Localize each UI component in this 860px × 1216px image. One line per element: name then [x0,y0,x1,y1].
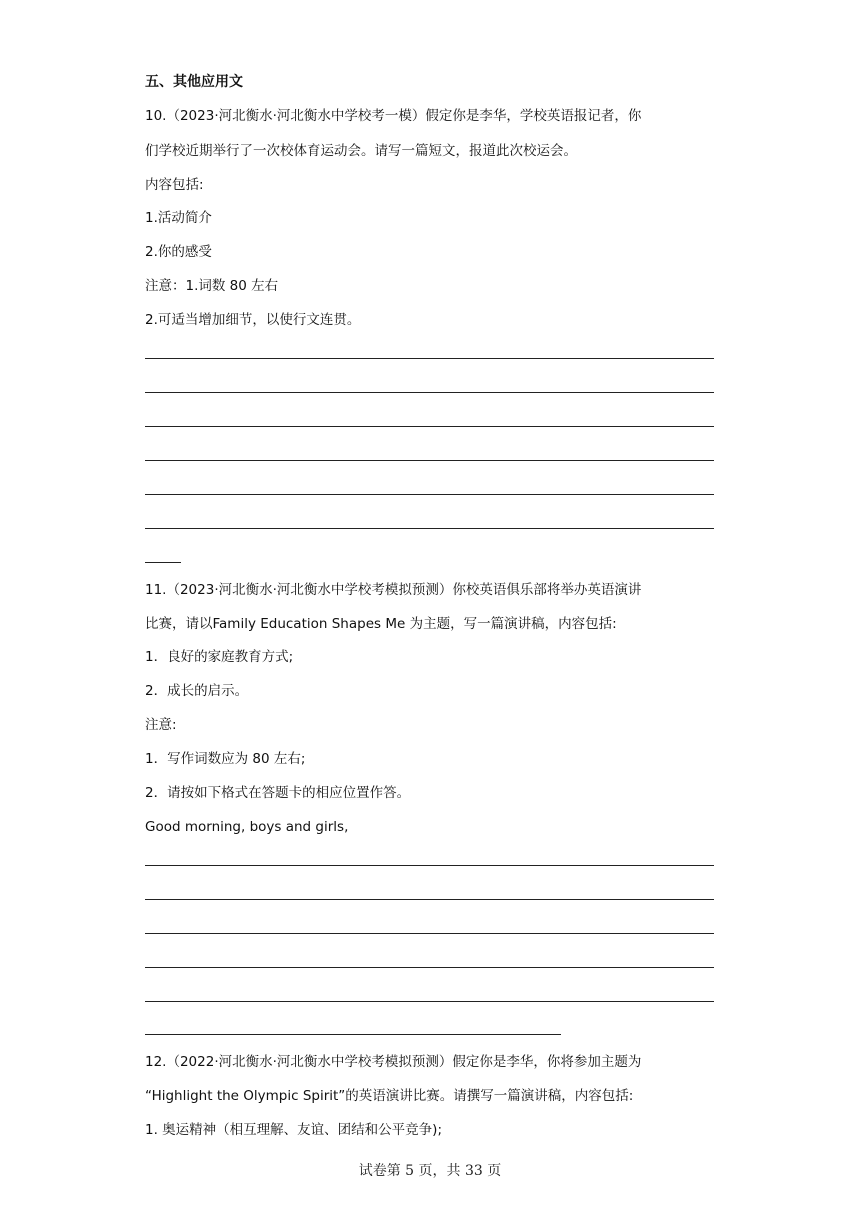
q10-answer-line [145,494,714,495]
q10-prompt-line-2: 们学校近期举行了一次校体育运动会。请写一篇短文，报道此次校运会。 [145,143,577,159]
q11-prompt-line-2: 比赛，请以Family Education Shapes Me 为主题，写一篇演讲稿，内容包括: [145,616,617,632]
q11-greeting: Good morning, boys and girls, [145,819,349,835]
q10-answer-line [145,460,714,461]
q11-answer-line [145,899,714,900]
q10-prompt-line-1: 10.（2023·河北衡水·河北衡水中学校考一模）假定你是李华，学校英语报记者，你 [145,108,642,124]
q10-item-2: 2.你的感受 [145,244,212,260]
q10-answer-line [145,528,714,529]
q11-answer-line-short [145,1034,561,1035]
q12-prompt-line-2: “Highlight the Olympic Spirit”的英语演讲比赛。请撰写一篇演讲稿，内容包括: [145,1088,634,1104]
q11-item-2: 2．成长的启示。 [145,683,249,699]
q11-note-1: 1．写作词数应为 80 左右; [145,751,306,767]
q11-note-label: 注意: [145,717,177,733]
q10-note-1: 注意：1.词数 80 左右 [145,278,279,294]
q11-answer-line [145,865,714,866]
q11-answer-line [145,933,714,934]
q11-item-1: 1．良好的家庭教育方式; [145,649,294,665]
q12-item-1: 1. 奥运精神（相互理解、友谊、团结和公平竞争); [145,1122,442,1138]
q12-prompt-line-1: 12.（2022·河北衡水·河北衡水中学校考模拟预测）假定你是李华，你将参加主题为 [145,1054,642,1070]
q10-content-label: 内容包括: [145,177,204,193]
q11-note-2: 2．请按如下格式在答题卡的相应位置作答。 [145,785,411,801]
q10-item-1: 1.活动简介 [145,210,212,226]
q10-answer-line [145,392,714,393]
q11-answer-line [145,1001,714,1002]
section-title: 五、其他应用文 [145,74,243,90]
q10-answer-line [145,426,714,427]
q10-note-2: 2.可适当增加细节，以使行文连贯。 [145,312,361,328]
q10-answer-line-short [145,562,181,563]
q11-answer-line [145,967,714,968]
q10-answer-line [145,358,714,359]
q11-prompt-line-1: 11.（2023·河北衡水·河北衡水中学校考模拟预测）你校英语俱乐部将举办英语演讲 [145,582,642,598]
page-footer: 试卷第 5 页，共 33 页 [358,1163,502,1179]
